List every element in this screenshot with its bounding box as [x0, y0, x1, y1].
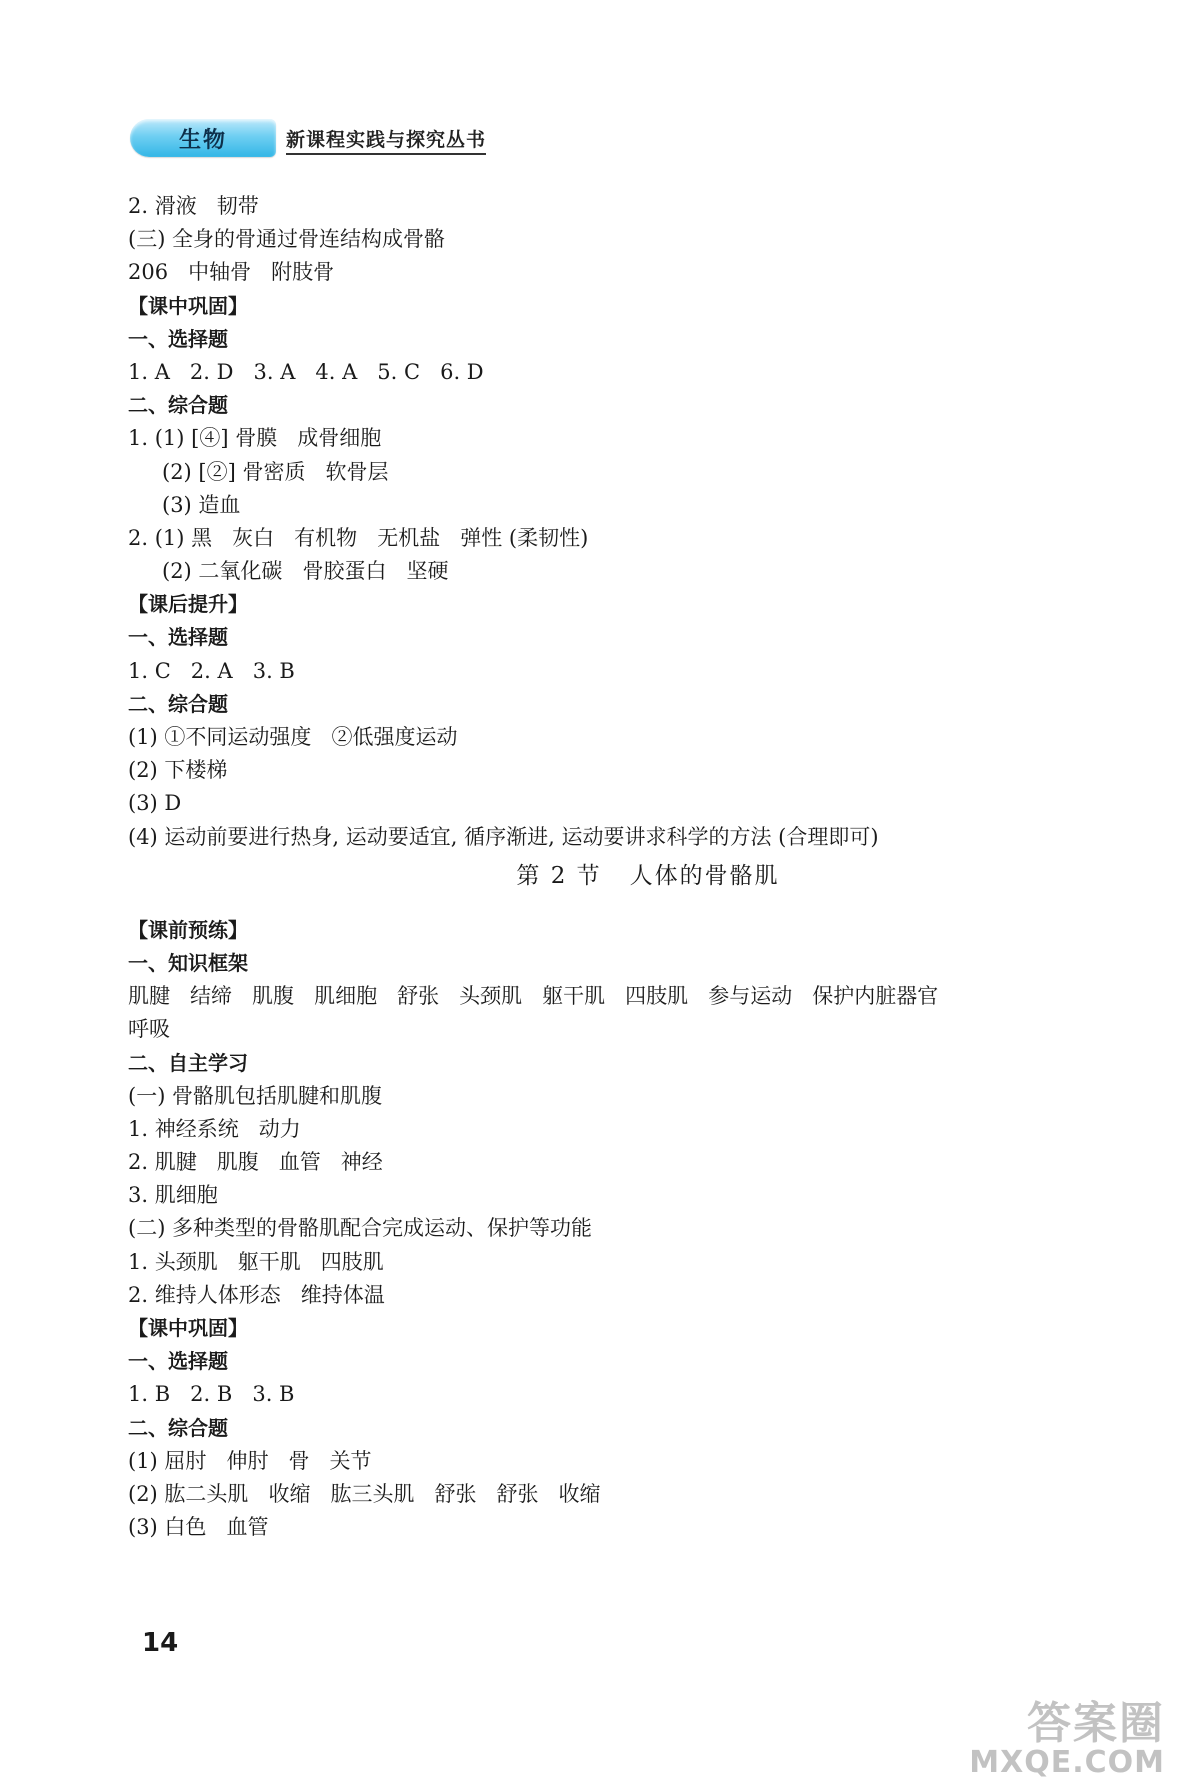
answer-content	[128, 190, 1088, 1544]
answers-section-2	[128, 914, 1088, 1545]
answer-line: 206 中轴骨 附肢骨	[128, 260, 335, 285]
answer-line: 1. (1) [④] 骨膜 成骨细胞	[128, 426, 382, 451]
section-heading: 二、综合题	[128, 1415, 228, 1440]
page-number: 14	[142, 1628, 179, 1658]
answer-line: 1. 头颈肌 躯干肌 四肢肌	[128, 1249, 384, 1274]
answer-line: 肌腱 结缔 肌腹 肌细胞 舒张 头颈肌 躯干肌 四肢肌 参与运动 保护内脏器官	[128, 984, 939, 1009]
answer-line: 2. 维持人体形态 维持体温	[128, 1282, 385, 1307]
answer-line: (2) 下楼梯	[128, 758, 228, 783]
section-heading: 二、综合题	[128, 393, 228, 418]
answer-line: 3. 肌细胞	[128, 1183, 218, 1208]
answer-line: 2. 滑液 韧带	[128, 194, 259, 218]
section-heading: 【课后提升】	[128, 592, 248, 617]
section-heading: 【课中巩固】	[128, 1316, 248, 1340]
section-heading: 一、选择题	[128, 326, 228, 351]
answer-line: (三) 全身的骨通过骨连结构成骨骼	[128, 227, 446, 252]
subject-badge: 生物	[130, 119, 276, 157]
answer-line: (一) 骨骼肌包括肌腱和肌腹	[128, 1083, 383, 1108]
answer-line: (1) 屈肘 伸肘 骨 关节	[128, 1448, 372, 1473]
answer-line: (二) 多种类型的骨骼肌配合完成运动、保护等功能	[128, 1216, 593, 1241]
answer-line: (3) D	[128, 791, 182, 816]
answer-line: 2. (1) 黑 灰白 有机物 无机盐 弹性 (柔韧性)	[128, 525, 589, 550]
answer-line: (4) 运动前要进行热身, 运动要适宜, 循序渐进, 运动要讲求科学的方法 (合理即可)	[128, 824, 879, 849]
answer-line: 2. 肌腱 肌腹 血管 神经	[128, 1150, 383, 1175]
answer-line: 1. A 2. D 3. A 4. A 5. C 6. D	[128, 359, 484, 384]
section-heading: 二、自主学习	[128, 1050, 248, 1075]
section-heading: 二、综合题	[128, 691, 228, 716]
watermark-top: 答案圈	[1027, 1698, 1165, 1749]
answers-section-1	[128, 190, 1088, 854]
answer-line: (3) 造血	[162, 492, 241, 517]
section-heading: 一、知识框架	[128, 950, 248, 975]
page-header	[130, 119, 486, 157]
answer-line: 1. 神经系统 动力	[128, 1116, 301, 1141]
answer-line: 1. C 2. A 3. B	[128, 658, 295, 683]
section-heading: 【课中巩固】	[128, 293, 248, 318]
answer-line: 呼吸	[128, 1017, 170, 1042]
section-title: 第 2 节 人体的骨骼肌	[516, 862, 780, 889]
answer-line: (2) [②] 骨密质 软骨层	[162, 459, 389, 484]
section-heading: 一、选择题	[128, 1349, 228, 1374]
answer-line: (2) 二氧化碳 骨胶蛋白 坚硬	[162, 559, 449, 584]
answer-line: 1. B 2. B 3. B	[128, 1382, 295, 1407]
section-heading: 一、选择题	[128, 625, 228, 650]
answer-line: (1) ①不同运动强度 ②低强度运动	[128, 725, 458, 749]
watermark-bottom: MXQE.COM	[969, 1745, 1165, 1780]
section-heading: 【课前预练】	[128, 917, 248, 942]
watermark-logo	[969, 1698, 1165, 1780]
answer-line: (2) 肱二头肌 收缩 肱三头肌 舒张 舒张 收缩	[128, 1481, 601, 1506]
series-title: 新课程实践与探究丛书	[286, 125, 486, 155]
answer-line: (3) 白色 血管	[128, 1515, 269, 1540]
